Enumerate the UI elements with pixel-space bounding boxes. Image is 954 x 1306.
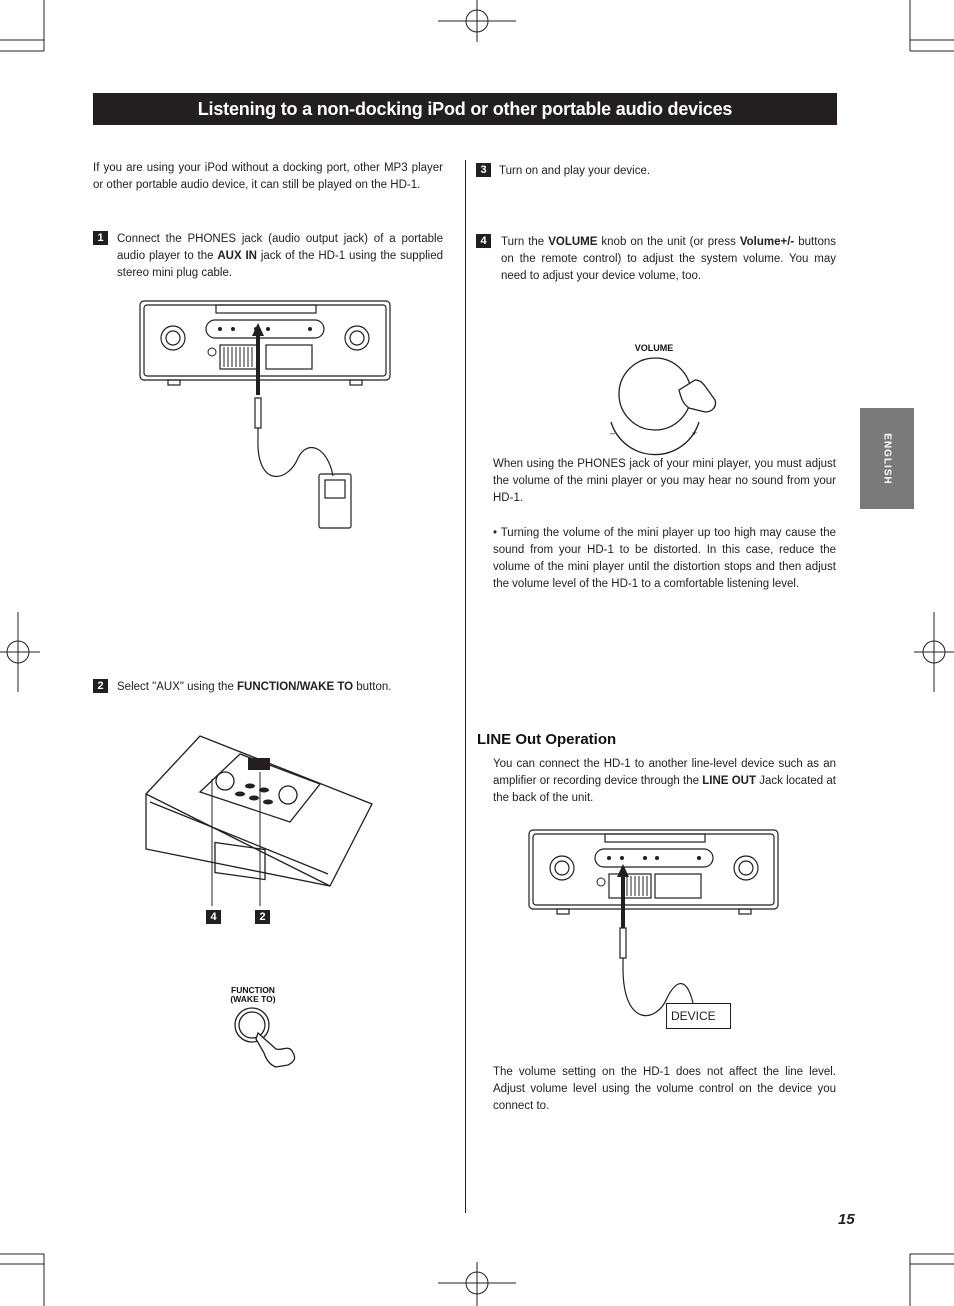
step-3-text: Turn on and play your device.: [499, 165, 651, 177]
function-label-line2: (WAKE TO): [230, 994, 276, 1004]
volume-minus: –: [610, 428, 616, 438]
device-box: [666, 1003, 731, 1029]
aux-connection-illustration: [138, 298, 393, 533]
line-out-heading: LINE Out Operation: [477, 731, 617, 748]
function-button-illustration: [230, 1005, 305, 1070]
step-1-text: Connect the PHONES jack (audio output jack) of a portable audio player to the AUX IN jack of the HD-1 using the supplied stereo mini plug cable.: [117, 233, 444, 279]
language-tab: [860, 408, 914, 509]
line-out-illustration: [527, 828, 782, 1033]
step-2-text: Select "AUX" using the FUNCTION/WAKE TO button.: [117, 681, 392, 693]
language-tab-label: ENGLISH: [881, 432, 893, 485]
line-out-text: You can connect the HD-1 to another line-level device such as an amplifier or recording device through the LINE OUT Jack located at the back of the unit.: [493, 758, 837, 804]
volume-plus: +: [692, 428, 698, 438]
step-4-number: 4: [476, 234, 491, 248]
step-2-number: 2: [93, 679, 108, 693]
callout-2: 2: [255, 910, 270, 924]
column-divider: [465, 160, 466, 1213]
callout-4: 4: [206, 910, 221, 924]
page-number: 15: [838, 1211, 855, 1228]
volume-knob-illustration: [605, 350, 725, 440]
function-label-line1: FUNCTION: [231, 985, 275, 995]
phones-note: When using the PHONES jack of your mini player, you must adjust the volume of the mini player or you may hear no sound from your HD-1.: [493, 458, 836, 504]
page-title: Listening to a non-docking iPod or other portable audio devices: [93, 93, 837, 125]
line-out-note: The volume setting on the HD-1 does not affect the line level. Adjust volume level using the volume control on the device you connect to.: [493, 1066, 836, 1112]
step-4-text: Turn the VOLUME knob on the unit (or press Volume+/- buttons on the remote control) to adjust the system volume. You may need to adjust your device volume, too.: [501, 236, 836, 282]
volume-bullet-note: • Turning the volume of the mini player up too high may cause the sound from your HD-1 to be distorted. In this case, reduce the volume of the mini player until the distortion stops and then adjust the volume level of the HD-1 to a comfortable listening level.: [493, 527, 836, 590]
step-1-number: 1: [93, 231, 108, 245]
unit-front-illustration: [140, 734, 375, 894]
volume-label: VOLUME: [634, 343, 674, 353]
intro-text: If you are using your iPod without a docking port, other MP3 player or other portable audio device, it can still be played on the HD-1.: [93, 162, 443, 191]
step-3-number: 3: [476, 163, 491, 177]
device-label: DEVICE: [671, 1009, 716, 1023]
